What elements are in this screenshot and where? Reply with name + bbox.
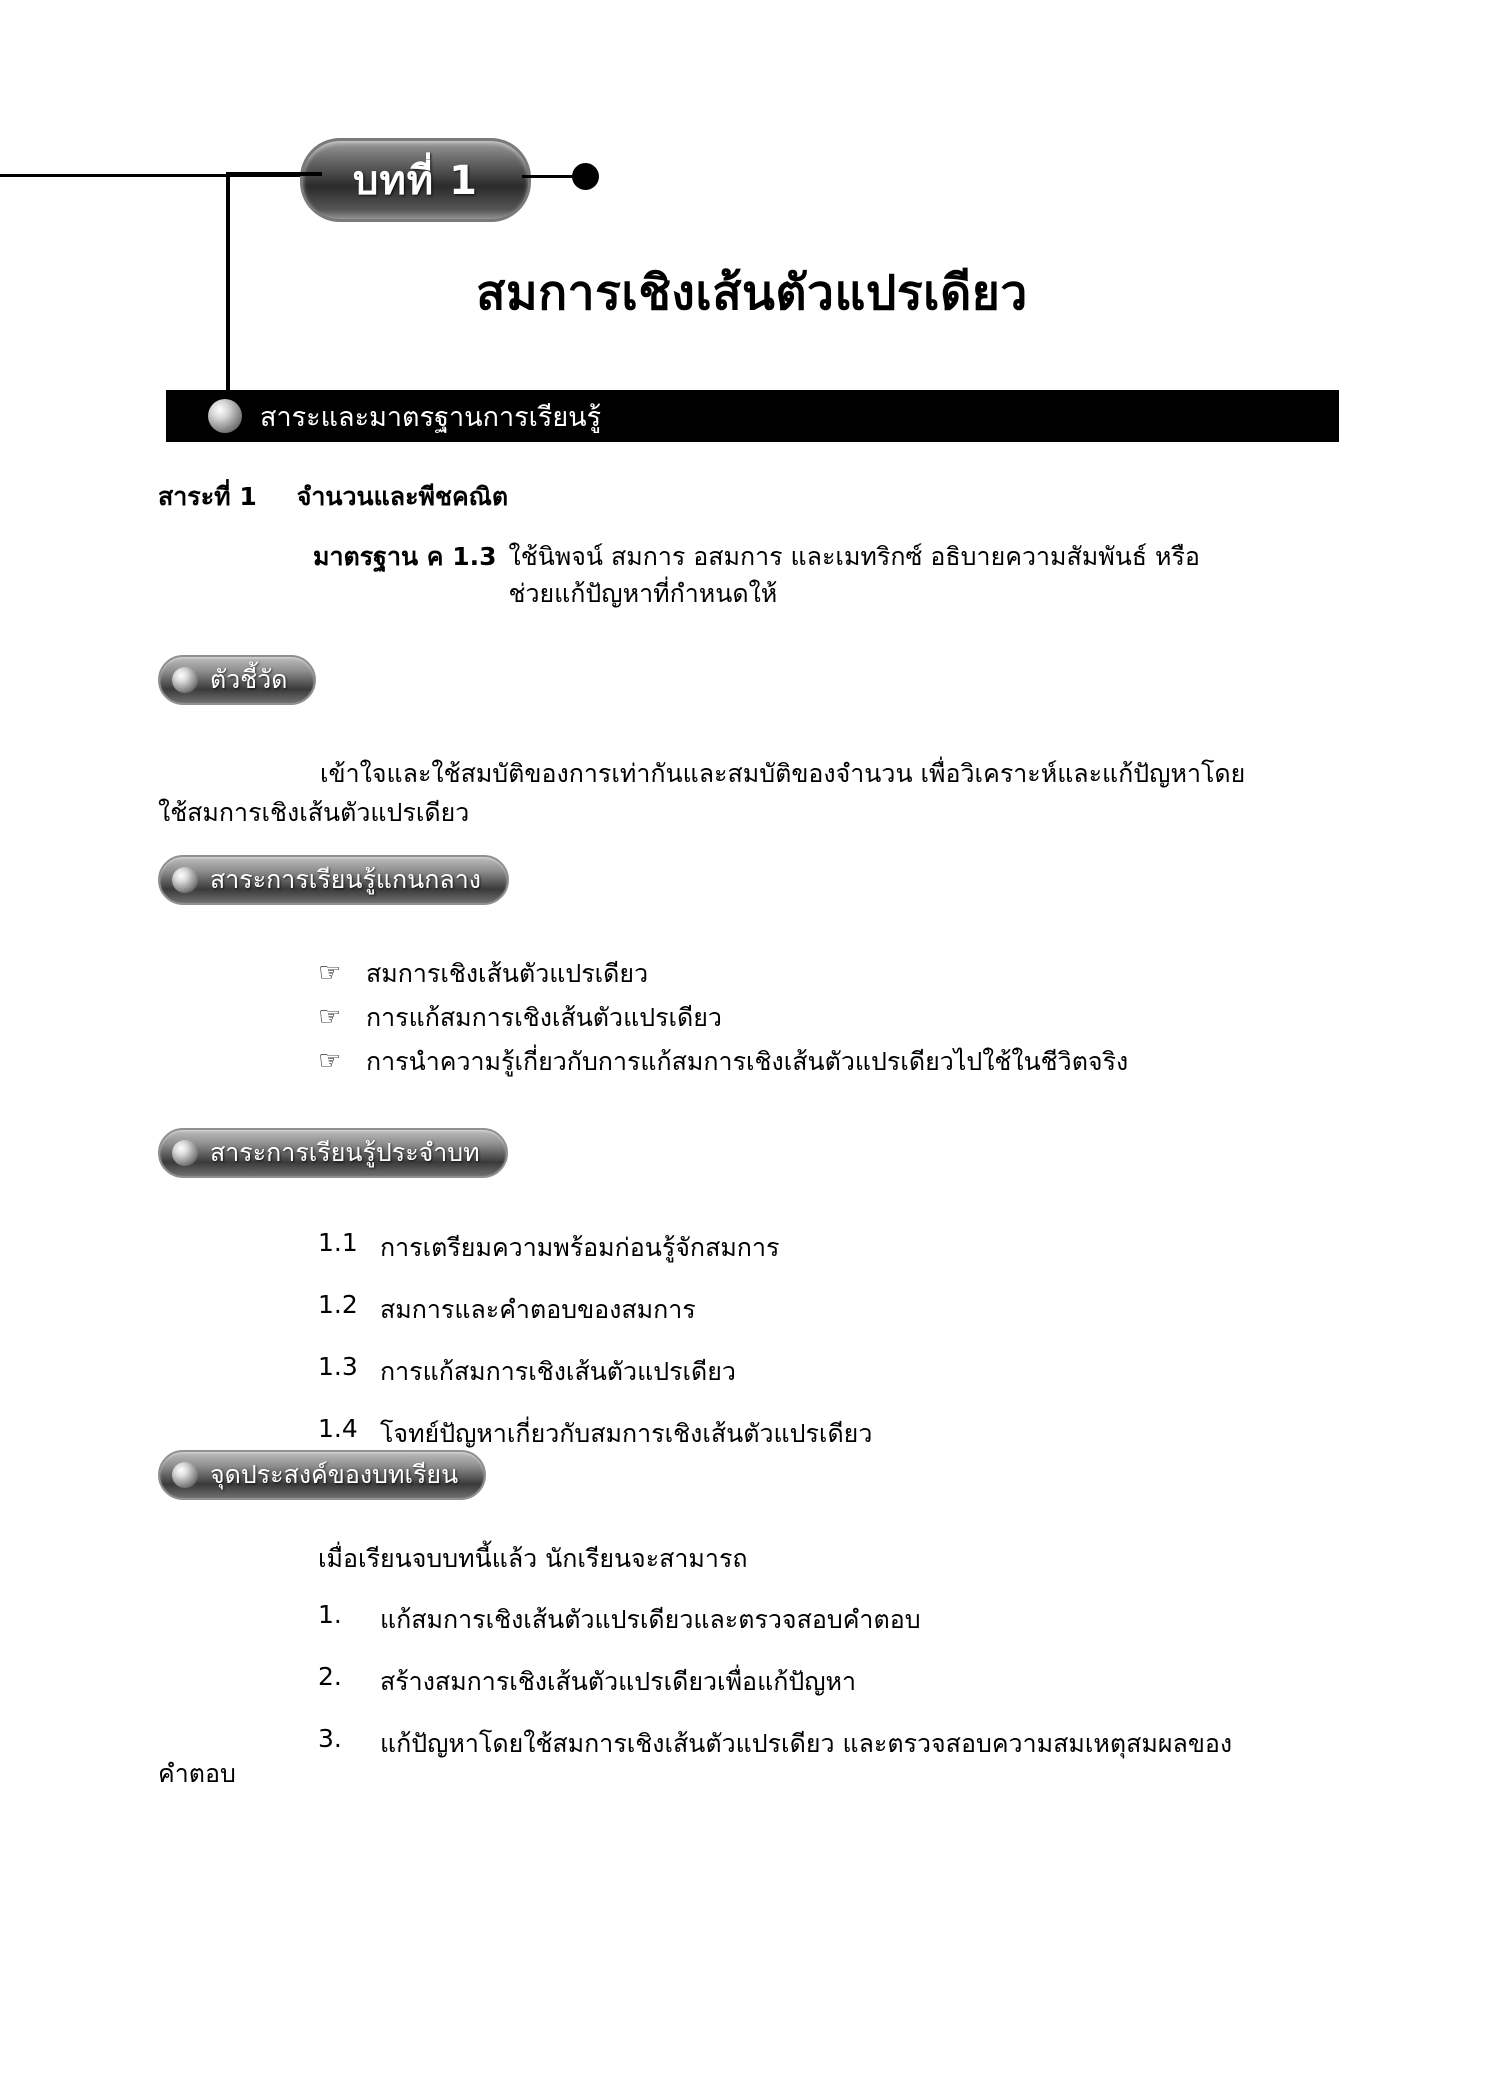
list-item-label: แก้สมการเชิงเส้นตัวแปรเดียวและตรวจสอบคำตอบ	[380, 1605, 921, 1634]
list-item-number: 2.	[318, 1662, 342, 1691]
list-item-number: 1.4	[318, 1414, 358, 1443]
objectives-list	[318, 1600, 1338, 1786]
list-item-number: 3.	[318, 1724, 342, 1753]
banner-label: สาระและมาตรฐานการเรียนรู้	[260, 401, 602, 433]
section-heading-chapter-content	[158, 1128, 508, 1178]
page-title: สมการเชิงเส้นตัวแปรเดียว	[476, 265, 1028, 321]
list-item	[318, 1600, 1338, 1640]
pill-bullet-icon	[172, 867, 198, 893]
pill-bullet-icon	[172, 1140, 198, 1166]
strand-block	[158, 478, 1358, 613]
strand-label: สาระที่ 1	[158, 482, 257, 511]
list-item-label: การแก้สมการเชิงเส้นตัวแปรเดียว	[366, 1002, 722, 1032]
section-heading-indicator-label: ตัวชี้วัด	[210, 665, 288, 694]
standard-text-line1: ใช้นิพจน์ สมการ อสมการ และเมทริกซ์ อธิบายความสัมพันธ์ หรือ	[508, 541, 1200, 571]
strand-row	[158, 478, 1358, 516]
chapter-tab-label: บทที่ 1	[353, 158, 478, 204]
list-item-number: 1.	[318, 1600, 342, 1629]
list-item-label: การนำความรู้เกี่ยวกับการแก้สมการเชิงเส้นตัวแปรเดียวไปใช้ในชีวิตจริง	[366, 1046, 1129, 1076]
hand-pointer-icon: ☞	[318, 1002, 342, 1032]
list-item	[318, 1004, 1338, 1030]
section-heading-core-content	[158, 855, 509, 905]
list-item	[318, 960, 1338, 986]
list-item	[318, 1290, 1338, 1330]
list-item	[318, 1724, 1338, 1764]
pill-bullet-icon	[172, 667, 198, 693]
tab-end-dot-icon	[572, 163, 599, 190]
banner-bullet-icon	[208, 399, 242, 433]
connector-elbow	[226, 172, 322, 176]
chapter-content-list	[318, 1228, 1338, 1476]
section-heading-chapter-content-label: สาระการเรียนรู้ประจำบท	[210, 1138, 480, 1167]
section-heading-objectives	[158, 1450, 486, 1500]
list-item-label: การแก้สมการเชิงเส้นตัวแปรเดียว	[380, 1357, 736, 1386]
list-item-label: สร้างสมการเชิงเส้นตัวแปรเดียวเพื่อแก้ปัญหา	[380, 1667, 857, 1696]
list-item	[318, 1228, 1338, 1268]
hand-pointer-icon: ☞	[318, 1046, 342, 1076]
section-heading-core-content-label: สาระการเรียนรู้แกนกลาง	[210, 865, 481, 894]
list-item-label: สมการเชิงเส้นตัวแปรเดียว	[366, 958, 649, 988]
list-item-number: 1.2	[318, 1290, 358, 1319]
indicator-paragraph	[158, 755, 1343, 833]
strand-value: จำนวนและพีชคณิต	[296, 482, 509, 511]
core-content-list	[318, 960, 1338, 1092]
list-item-number: 1.3	[318, 1352, 358, 1381]
chapter-tab	[300, 138, 531, 222]
list-item-number: 1.1	[318, 1228, 358, 1257]
section-heading-objectives-label: จุดประสงค์ของบทเรียน	[210, 1460, 459, 1489]
list-item	[318, 1048, 1338, 1074]
objectives-tail: คำตอบ	[158, 1759, 236, 1788]
list-item-label: สมการและคำตอบของสมการ	[380, 1295, 696, 1324]
standard-text	[509, 538, 1200, 613]
list-item-label: การเตรียมความพร้อมก่อนรู้จักสมการ	[380, 1233, 780, 1262]
list-item	[318, 1662, 1338, 1702]
hand-pointer-icon: ☞	[318, 958, 342, 988]
pill-bullet-icon	[172, 1462, 198, 1488]
section-heading-indicator	[158, 655, 316, 705]
list-item	[318, 1414, 1338, 1454]
standards-banner	[166, 390, 1339, 442]
standard-row	[313, 538, 1358, 613]
indicator-paragraph-line2: ใช้สมการเชิงเส้นตัวแปรเดียว	[158, 797, 470, 827]
list-item	[318, 1352, 1338, 1392]
list-item-label: โจทย์ปัญหาเกี่ยวกับสมการเชิงเส้นตัวแปรเดียว	[380, 1419, 873, 1448]
indicator-paragraph-line1: เข้าใจและใช้สมบัติของการเท่ากันและสมบัติของจำนวน เพื่อวิเคราะห์และแก้ปัญหาโดย	[320, 759, 1246, 788]
list-item-label: แก้ปัญหาโดยใช้สมการเชิงเส้นตัวแปรเดียว และตรวจสอบความสมเหตุสมผลของ	[380, 1729, 1233, 1758]
standard-text-line2: ช่วยแก้ปัญหาที่กำหนดให้	[508, 579, 778, 608]
objectives-intro: เมื่อเรียนจบบทนี้แล้ว นักเรียนจะสามารถ	[318, 1544, 748, 1573]
standard-label: มาตรฐาน ค 1.3	[313, 541, 497, 571]
